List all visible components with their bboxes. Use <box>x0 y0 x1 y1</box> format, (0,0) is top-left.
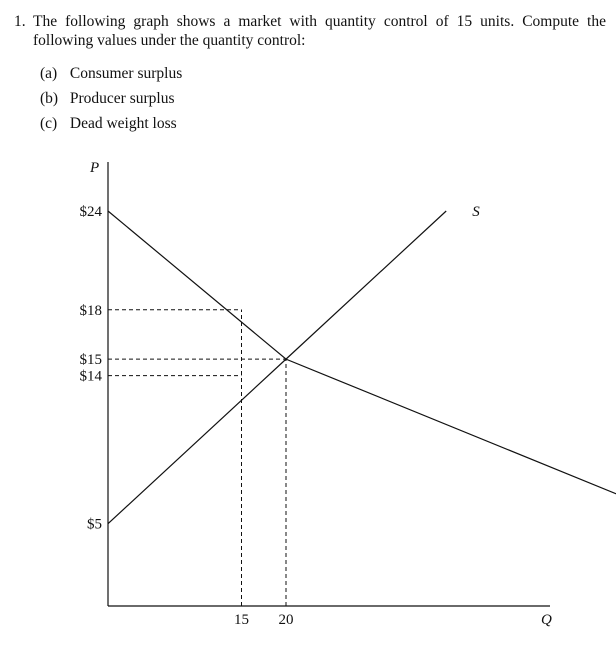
supply-label: S <box>472 204 480 220</box>
part-b-text: Producer surplus <box>69 90 175 107</box>
part-c-text: Dead weight loss <box>69 115 177 132</box>
question-text: The following graph shows a market with quantity control of 15 units. Compute the following values under the quantity control: <box>33 13 606 49</box>
y-tick-label-15: $15 <box>79 352 102 369</box>
y-tick-label-18: $18 <box>79 302 102 319</box>
y-tick-label-14: $14 <box>79 368 102 385</box>
x-tick-label-15: 15 <box>234 612 249 628</box>
y-tick-label-24: $24 <box>79 204 102 220</box>
demand-curve <box>108 211 616 606</box>
price-axis-label: P <box>90 160 100 176</box>
quantity-axis-label: Q <box>541 612 552 628</box>
part-a-text: Consumer surplus <box>69 65 183 82</box>
supply-curve <box>108 211 446 524</box>
question-number: 1. <box>14 13 26 30</box>
part-b-label: (b) <box>40 90 59 107</box>
x-tick-label-20: 20 <box>278 612 294 628</box>
y-tick-label-5: $5 <box>87 516 102 533</box>
part-a-label: (a) <box>40 65 58 82</box>
part-c-label: (c) <box>40 115 58 132</box>
